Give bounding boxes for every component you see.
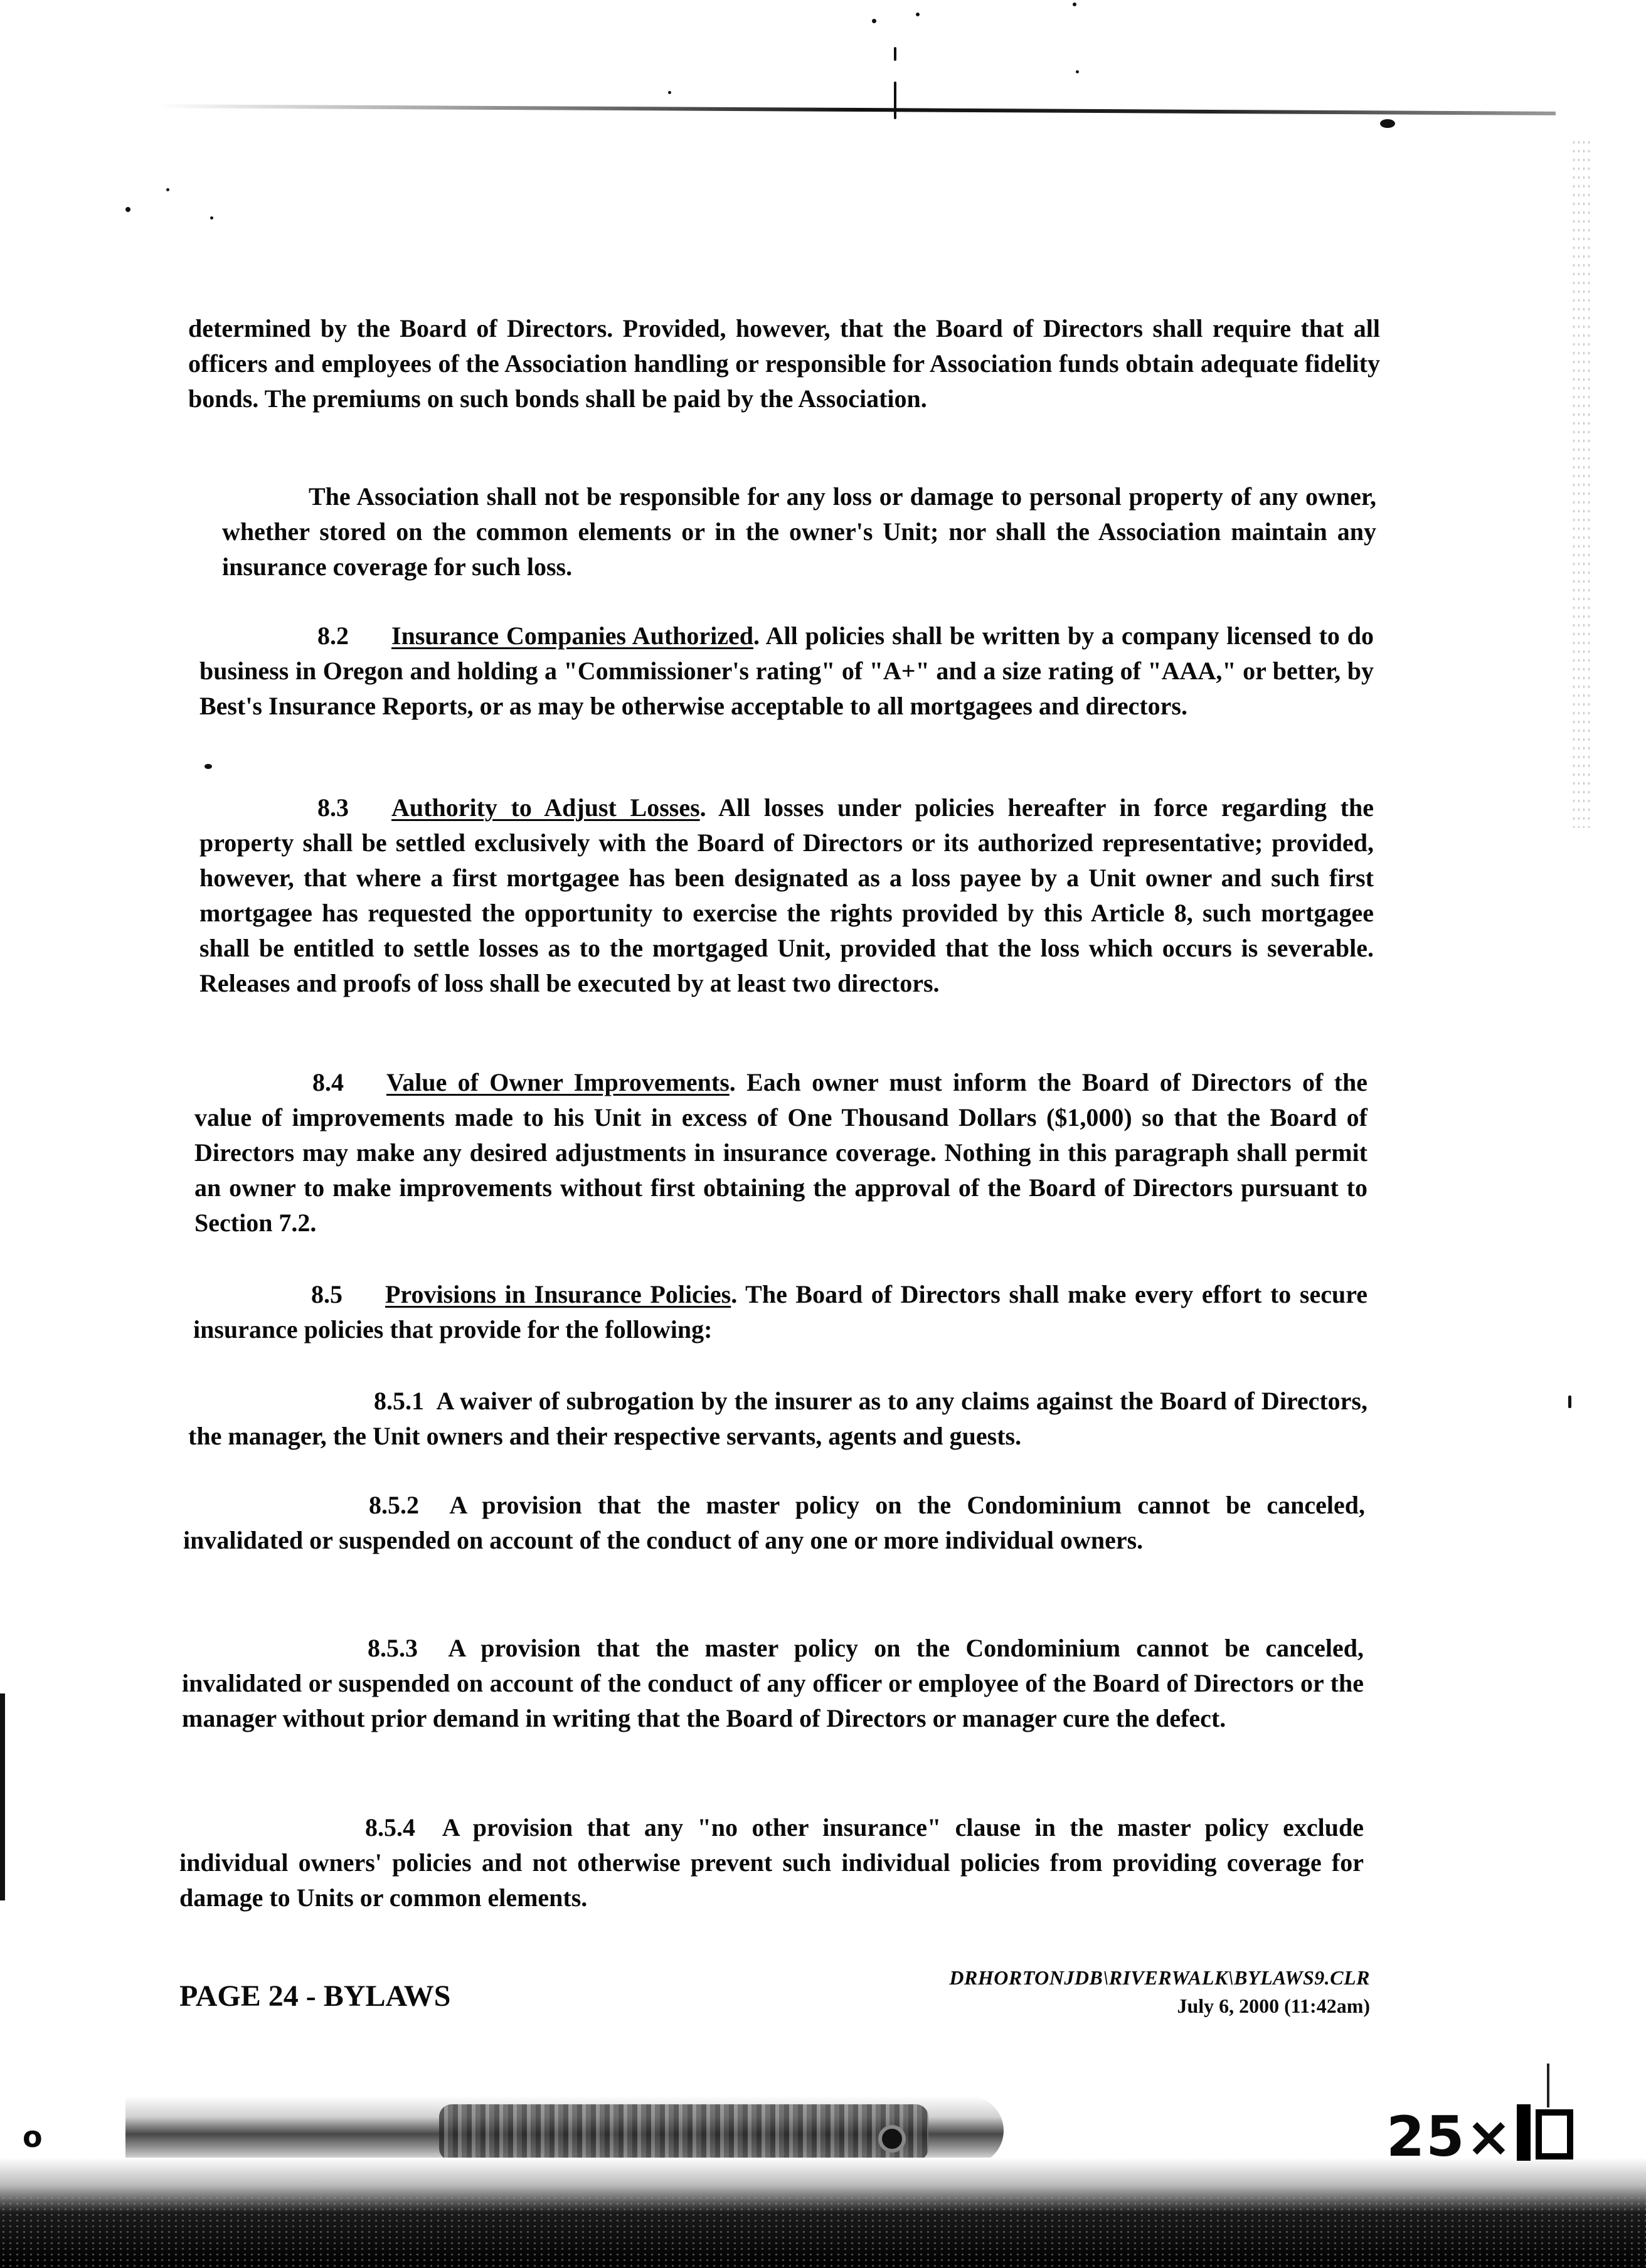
document-date: July 6, 2000 (11:42am) (1177, 1995, 1370, 2017)
scan-tick-line (1547, 2064, 1549, 2107)
footer-file-info (949, 1966, 1370, 2018)
scan-speck (125, 207, 130, 212)
section-number: 8.5 (311, 1280, 342, 1308)
subsection-body: A provision that the master policy on the Condominium cannot be canceled, invalidated or suspended on account of the conduct of any officer or employee of the Board of Directors or the manager without prior demand in writing that the Board of Directors or manager cure the defect. (182, 1634, 1364, 1732)
scan-speck (1568, 1396, 1571, 1408)
scan-top-rule (157, 104, 1556, 115)
subsection-spacer (419, 1491, 449, 1519)
section-body: Each owner must inform the Board of Directors of the value of improvements made to his Unit in excess of One Thousand Dollars ($1,000) so that the Board of Directors may make any desired adjustments in insurance coverage. Nothing in this paragraph shall permit an owner to make improvements without first obtaining the approval of the Board of Directors pursuant to Section 7.2. (194, 1068, 1368, 1237)
reduction-box-glyph (1536, 2109, 1573, 2159)
section-body: The Board of Directors shall make every effort to secure insurance policies that provide for the following: (193, 1280, 1367, 1343)
scan-speck (894, 82, 896, 119)
subsection-spacer (418, 1634, 448, 1662)
scan-speck (1076, 70, 1079, 73)
scan-noise (1571, 138, 1590, 828)
section-8-3 (199, 790, 1374, 1001)
subsection-body: A provision that the master policy on the Condominium cannot be canceled, invalidated or suspended on account of the conduct of any one or more individual owners. (183, 1491, 1366, 1554)
reduction-ratio-label: 25× (1386, 2104, 1514, 2169)
section-number: 8.4 (312, 1068, 344, 1096)
subsection-number: 8.5.3 (368, 1634, 418, 1662)
subsection-8-5-4 (179, 1810, 1364, 1916)
reduction-bar-glyph (1517, 2104, 1531, 2161)
scan-speck (916, 13, 920, 16)
section-body: All losses under policies hereafter in force regarding the property shall be settled exclusively with the Board of Directors or its authorized representative; provided, however, that where a first mortgagee has been designated as a loss payee by a Unit owner and such first mortgagee has requested the opportunity to exercise the rights provided by this Article 8, such mortgagee shall be entitled to settle losses as to the mortgaged Unit, provided that the loss which occurs is severable. Releases and proofs of loss shall be executed by at least two directors. (199, 793, 1374, 997)
scan-speck (872, 19, 876, 23)
section-title: Provisions in Insurance Policies (385, 1280, 731, 1308)
section-title: Authority to Adjust Losses (391, 793, 700, 822)
scan-speck (668, 91, 671, 94)
scan-speck (894, 47, 896, 61)
section-title-period: . (731, 1280, 746, 1308)
subsection-number: 8.5.4 (365, 1813, 415, 1841)
scan-speck (166, 188, 169, 191)
subsection-number: 8.5.2 (369, 1491, 419, 1519)
section-8-4 (194, 1065, 1367, 1241)
subsection-8-5-2 (183, 1488, 1365, 1558)
scan-bottom-noise (0, 2195, 1646, 2268)
section-body: All policies shall be written by a company licensed to do business in Oregon and holding a "Commissioner's rating" of "A+" and a size rating of "AAA," or better, by Best's Insurance Reports, or as may be otherwise acceptable to all mortgagees and directors. (199, 622, 1374, 720)
scan-circle-mark: o (23, 2120, 43, 2154)
scan-film-strip-texture (439, 2104, 928, 2161)
section-title-period: . (753, 622, 766, 650)
subsection-8-5-3 (182, 1631, 1364, 1736)
page-label: PAGE 24 - BYLAWS (179, 1979, 451, 2013)
subsection-8-5-1 (188, 1384, 1367, 1454)
paragraph-fidelity-bonds: determined by the Board of Directors. Provided, however, that the Board of Directors shall require that all officers and employees of the Association handling or responsible for Association funds obtain adequate fidelity bonds. The premiums on such bonds shall be paid by the Association. (188, 314, 1380, 413)
subsection-spacer (424, 1387, 436, 1415)
section-8-5 (193, 1277, 1367, 1347)
scan-speck (1380, 119, 1395, 128)
subsection-body: A provision that any "no other insurance" clause in the master policy exclude individual owners' policies and not otherwise prevent such individual policies from providing coverage for damage to Units or common elements. (179, 1813, 1364, 1912)
scan-speck (210, 216, 213, 220)
subsection-spacer (415, 1813, 442, 1841)
section-number: 8.2 (317, 622, 349, 650)
subsection-body: A waiver of subrogation by the insurer as to any claims against the Board of Directors, the manager, the Unit owners and their respective servants, agents and guests. (188, 1387, 1367, 1450)
section-title-period: . (729, 1068, 747, 1096)
paragraph-personal-property: The Association shall not be responsible for any loss or damage to personal property of any owner, whether stored on the common elements or in the owner's Unit; nor shall the Association maintain any insurance coverage for such loss. (222, 482, 1376, 581)
scan-speck (1073, 3, 1076, 6)
file-path: DRHORTONJDB\RIVERWALK\BYLAWS9.CLR (949, 1966, 1370, 1989)
reduction-ratio-mark (1386, 2104, 1573, 2169)
section-title: Insurance Companies Authorized (391, 622, 754, 650)
section-title-period: . (699, 793, 719, 822)
subsection-number: 8.5.1 (374, 1387, 424, 1415)
scan-film-hole (878, 2125, 906, 2153)
scan-speck (204, 764, 212, 769)
section-title: Value of Owner Improvements (386, 1068, 730, 1096)
scan-edge (0, 1693, 5, 1900)
section-8-2 (199, 618, 1374, 724)
section-number: 8.3 (317, 793, 349, 822)
